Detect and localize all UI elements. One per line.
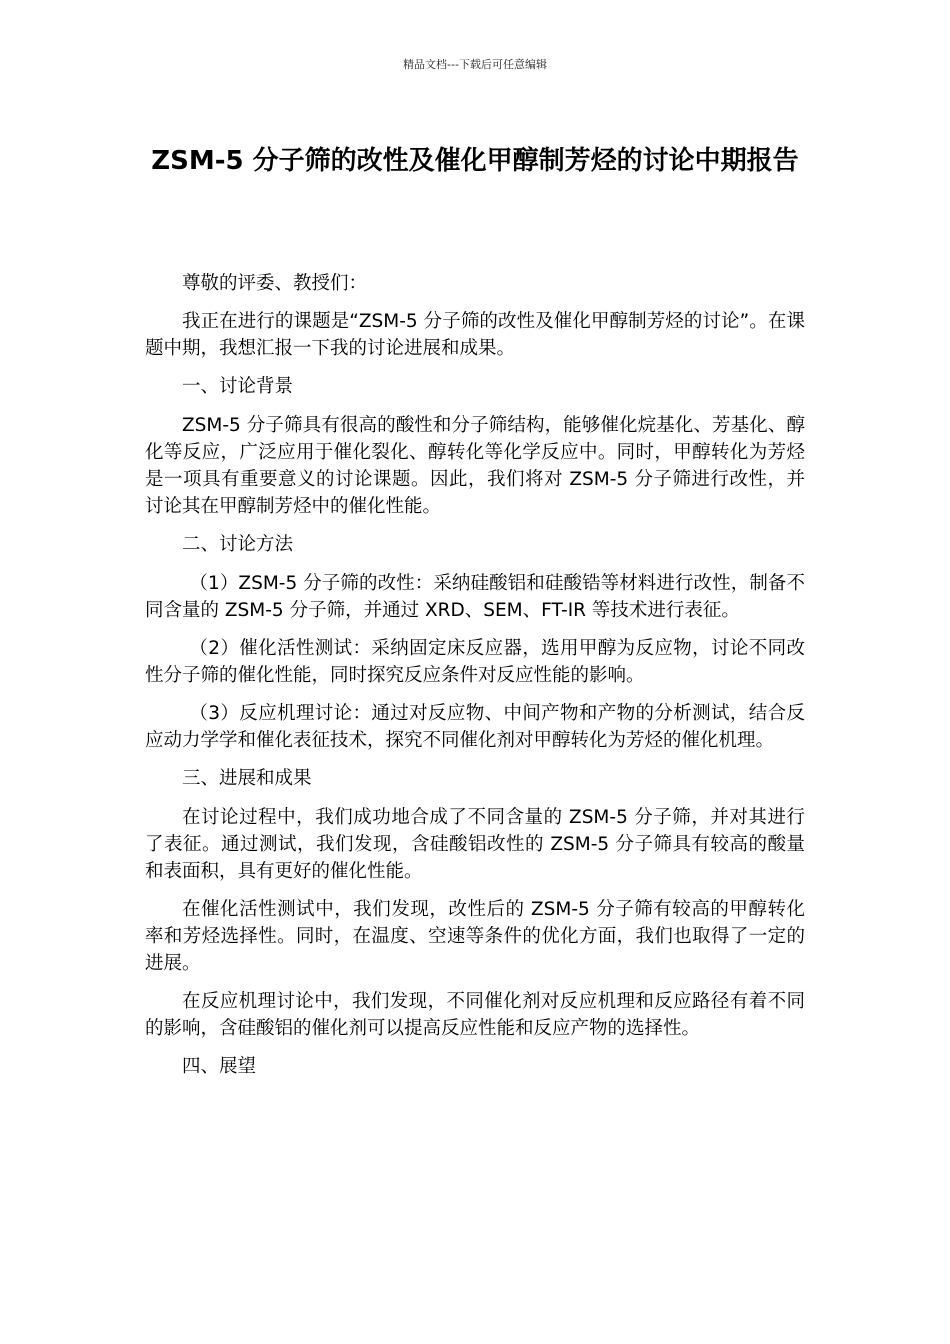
result-paragraph-1: 在讨论过程中，我们成功地合成了不同含量的 ZSM-5 分子筛，并对其进行了表征。通过测试，我们发现，含硅酸铝改性的 ZSM-5 分子筛具有较高的酸量和表面积，具有更好的催化性能。 (145, 807, 805, 882)
method-item-1: （1）ZSM-5 分子筛的改性：采纳硅酸铝和硅酸锆等材料进行改性，制备不同含量的 ZSM-5 分子筛，并通过 XRD、SEM、FT-IR 等技术进行表征。 (145, 573, 805, 621)
result-paragraph-3: 在反应机理讨论中，我们发现，不同催化剂对反应机理和反应路径有着不同的影响，含硅酸铝的催化剂可以提高反应性能和反应产物的选择性。 (145, 991, 805, 1039)
result-paragraph-2: 在催化活性测试中，我们发现，改性后的 ZSM-5 分子筛有较高的甲醇转化率和芳烃选择性。同时，在温度、空速等条件的优化方面，我们也取得了一定的进展。 (145, 899, 805, 974)
section-heading-progress: 三、进展和成果 (182, 768, 312, 789)
method-item-2: （2）催化活性测试：采纳固定床反应器，选用甲醇为反应物，讨论不同改性分子筛的催化性能，同时探究反应条件对反应性能的影响。 (145, 638, 805, 686)
page-header: 精品文档---下载后可任意编辑 (403, 58, 547, 71)
document-body (145, 270, 805, 1092)
intro-paragraph: 我正在进行的课题是“ZSM-5 分子筛的改性及催化甲醇制芳烃的讨论”。在课题中期，我想汇报一下我的讨论进展和成果。 (145, 311, 805, 359)
greeting-paragraph: 尊敬的评委、教授们： (182, 273, 368, 294)
document-title: ZSM-5 分子筛的改性及催化甲醇制芳烃的讨论中期报告 (151, 146, 799, 176)
section-heading-methods: 二、讨论方法 (182, 534, 294, 555)
background-paragraph: ZSM-5 分子筛具有很高的酸性和分子筛结构，能够催化烷基化、芳基化、醇化等反应，广泛应用于催化裂化、醇转化等化学反应中。同时，甲醇转化为芳烃是一项具有重要意义的讨论课题。因此，我们将对 ZSM-5 分子筛进行改性，并讨论其在甲醇制芳烃中的催化性能。 (145, 415, 805, 517)
section-heading-outlook: 四、展望 (182, 1056, 257, 1077)
method-item-3: （3）反应机理讨论：通过对反应物、中间产物和产物的分析测试，结合反应动力学学和催化表征技术，探究不同催化剂对甲醇转化为芳烃的催化机理。 (145, 703, 805, 751)
section-heading-background: 一、讨论背景 (182, 376, 294, 397)
